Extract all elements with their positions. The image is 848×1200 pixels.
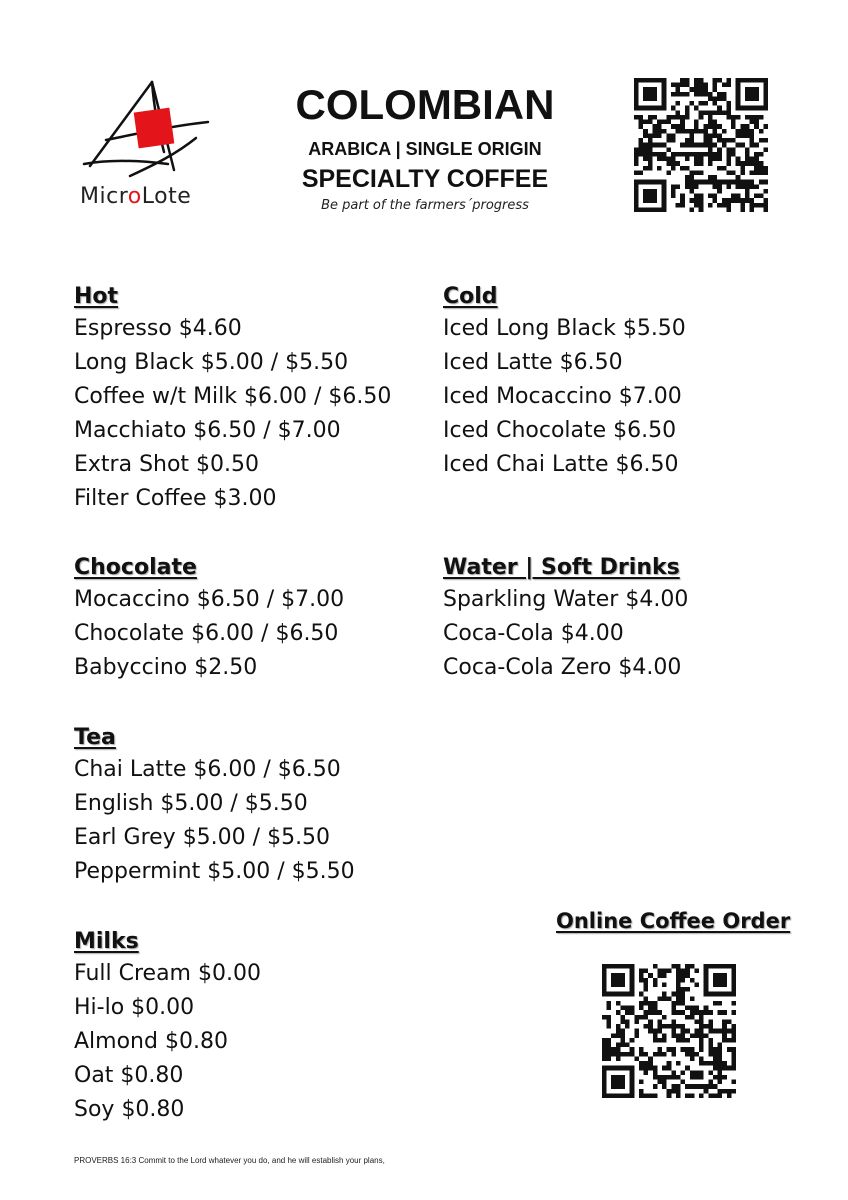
menu-item: Earl Grey $5.00 / $5.50	[74, 825, 331, 850]
menu-item: Coca-Cola $4.00	[443, 621, 624, 646]
menu-item: Macchiato $6.50 / $7.00	[74, 418, 341, 443]
menu-item: Oat $0.80	[74, 1063, 184, 1088]
brand-name: MicroLote	[80, 184, 192, 209]
section-tea	[74, 723, 355, 889]
section-milks	[74, 927, 261, 1127]
menu-item: Babyccino $2.50	[74, 655, 258, 680]
tagline: Be part of the farmers´progress	[321, 198, 529, 213]
menu-item: Sparkling Water $4.00	[443, 587, 689, 612]
menu-item: Iced Chocolate $6.50	[443, 418, 677, 443]
section-heading: Hot	[74, 284, 119, 309]
menu-item: Espresso $4.60	[74, 316, 242, 341]
qr-code-icon[interactable]	[634, 78, 768, 212]
section-heading: Cold	[443, 284, 498, 309]
menu-item: Iced Chai Latte $6.50	[443, 452, 679, 477]
menu-item: Chocolate $6.00 / $6.50	[74, 621, 339, 646]
page-title: COLOMBIAN	[295, 81, 555, 128]
menu-item: Soy $0.80	[74, 1097, 185, 1122]
section-heading: Milks	[74, 929, 139, 954]
menu-item: Full Cream $0.00	[74, 961, 261, 986]
menu-item: Iced Latte $6.50	[443, 350, 623, 375]
menu-item: English $5.00 / $5.50	[74, 791, 308, 816]
menu-item: Almond $0.80	[74, 1029, 228, 1054]
menu-item: Chai Latte $6.00 / $6.50	[74, 757, 341, 782]
section-chocolate	[74, 553, 344, 685]
online-order-heading[interactable]: Online Coffee Order	[556, 909, 791, 933]
section-heading: Water | Soft Drinks	[443, 555, 680, 580]
menu-item: Iced Long Black $5.50	[443, 316, 686, 341]
menu-item: Coffee w/t Milk $6.00 / $6.50	[74, 384, 392, 409]
subtitle: ARABICA | SINGLE ORIGIN	[308, 139, 542, 159]
section-water-soft-drinks	[443, 553, 688, 685]
menu-item: Iced Mocaccino $7.00	[443, 384, 682, 409]
menu-item: Extra Shot $0.50	[74, 452, 260, 477]
header-title-block	[270, 80, 580, 213]
section-cold	[443, 282, 686, 482]
section-heading: Tea	[74, 725, 116, 750]
menu-item: Coca-Cola Zero $4.00	[443, 655, 682, 680]
subtitle-specialty: SPECIALTY COFFEE	[301, 165, 549, 193]
menu-item: Long Black $5.00 / $5.50	[74, 350, 349, 375]
menu-item: Filter Coffee $3.00	[74, 486, 277, 511]
section-heading: Chocolate	[74, 555, 197, 580]
footer-verse: PROVERBS 16:3 Commit to the Lord whatever you do, and he will establish your plans,	[74, 1156, 385, 1165]
menu-item: Hi-lo $0.00	[74, 995, 195, 1020]
menu-item: Mocaccino $6.50 / $7.00	[74, 587, 345, 612]
online-order-qr-code-icon[interactable]	[602, 964, 736, 1098]
section-hot	[74, 282, 391, 516]
menu-item: Peppermint $5.00 / $5.50	[74, 859, 355, 884]
